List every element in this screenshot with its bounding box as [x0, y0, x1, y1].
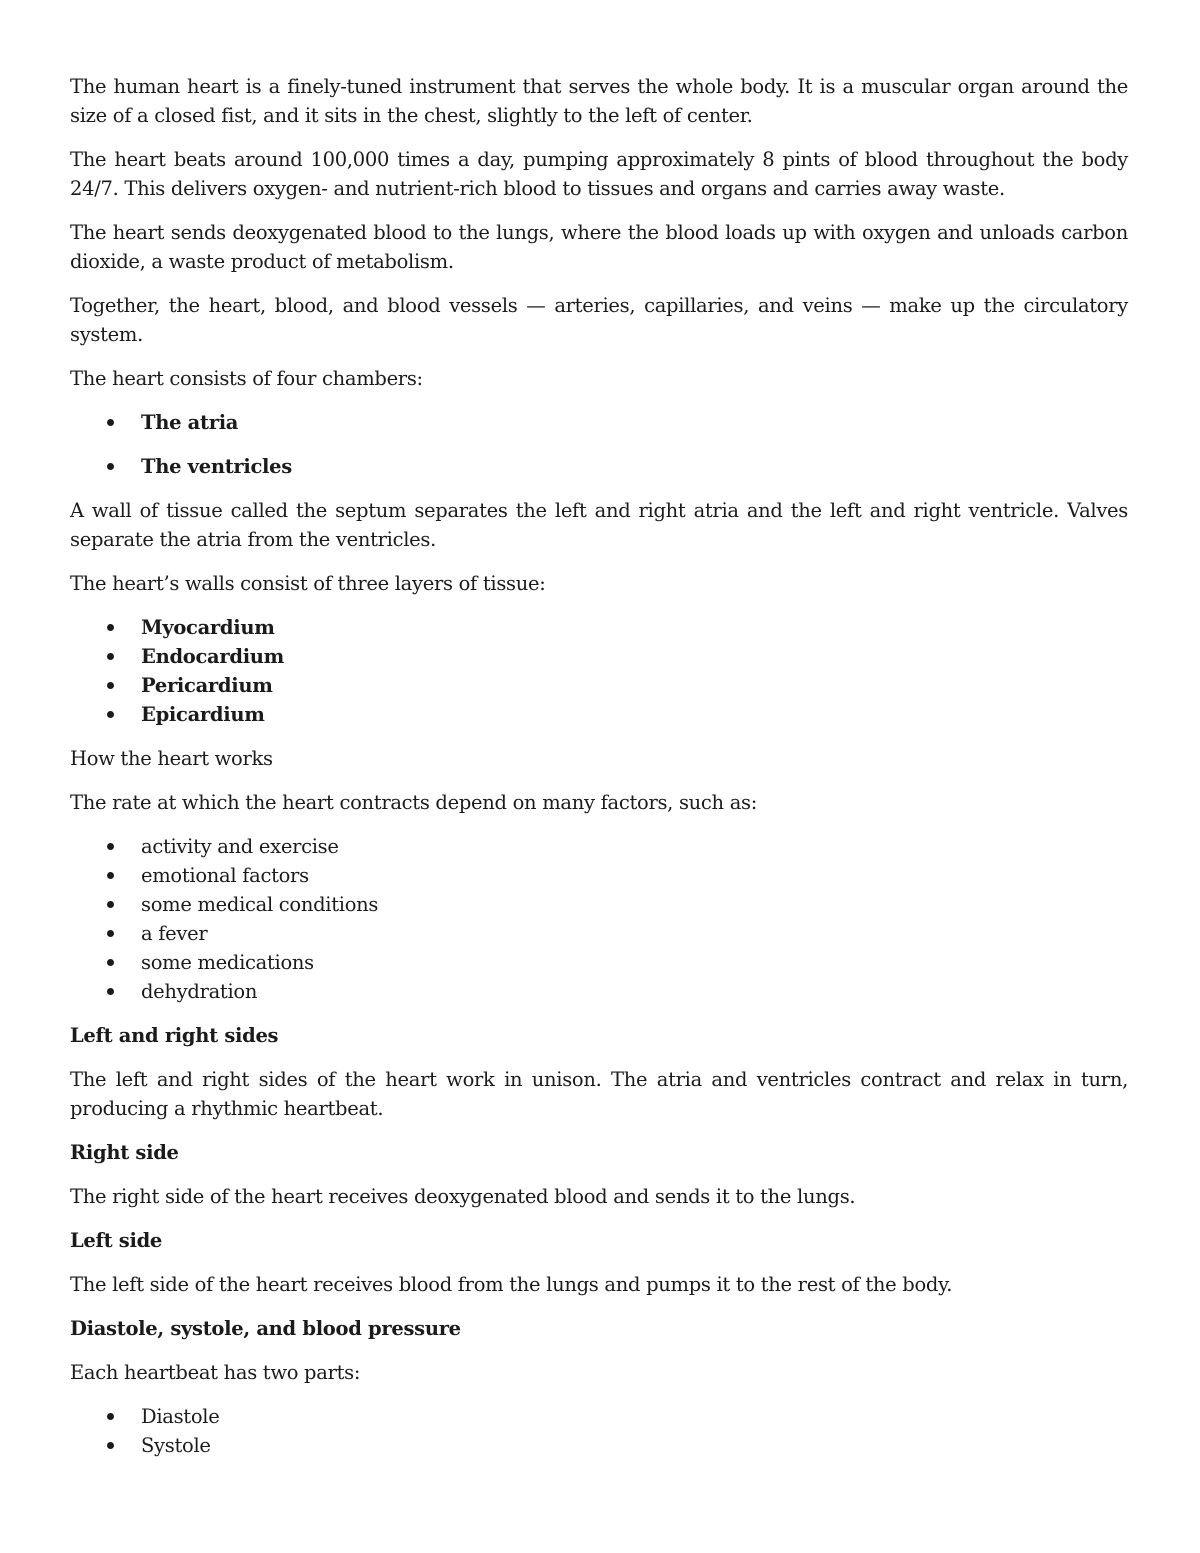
how-heart-works-heading: How the heart works: [70, 747, 273, 770]
chambers-lead: The heart consists of four chambers:: [70, 367, 423, 390]
list-item: activity and exercise: [70, 832, 1128, 861]
list-item: some medications: [70, 948, 1128, 977]
list-item: emotional factors: [70, 861, 1128, 890]
heartbeat-parts-lead: Each heartbeat has two parts:: [70, 1361, 361, 1384]
septum-paragraph: A wall of tissue called the septum separates the left and right atria and the left and right ventricle. Valves separate the atria from the ventricles.: [70, 499, 1128, 551]
heartbeat-parts-list: [70, 1402, 1128, 1460]
pressure-heading: Diastole, systole, and blood pressure: [70, 1317, 461, 1340]
left-side-heading: Left side: [70, 1229, 163, 1252]
intro-paragraph-2: The heart beats around 100,000 times a day, pumping approximately 8 pints of blood throughout the body 24/7. This delivers oxygen- and nutrient-rich blood to tissues and organs and carries away waste.: [70, 148, 1128, 200]
list-item: The ventricles: [70, 452, 1128, 481]
left-side-paragraph: The left side of the heart receives blood from the lungs and pumps it to the rest of the body.: [70, 1273, 953, 1296]
right-side-heading: Right side: [70, 1141, 179, 1164]
list-item: dehydration: [70, 977, 1128, 1006]
list-item: Epicardium: [70, 700, 1128, 729]
list-item: Diastole: [70, 1402, 1128, 1431]
list-item: some medical conditions: [70, 890, 1128, 919]
chambers-list: [70, 408, 1128, 481]
list-item: Myocardium: [70, 613, 1128, 642]
list-item: Endocardium: [70, 642, 1128, 671]
layers-lead: The heart’s walls consist of three layers of tissue:: [70, 572, 546, 595]
factors-lead: The rate at which the heart contracts depend on many factors, such as:: [70, 791, 758, 814]
document-page: [70, 72, 1128, 1460]
sides-paragraph: The left and right sides of the heart work in unison. The atria and ventricles contract and relax in turn, producing a rhythmic heartbeat.: [70, 1068, 1128, 1120]
layers-list: [70, 613, 1128, 729]
right-side-paragraph: The right side of the heart receives deoxygenated blood and sends it to the lungs.: [70, 1185, 856, 1208]
list-item: The atria: [70, 408, 1128, 437]
list-item: a fever: [70, 919, 1128, 948]
list-item: Pericardium: [70, 671, 1128, 700]
intro-paragraph-3: The heart sends deoxygenated blood to the lungs, where the blood loads up with oxygen and unloads carbon dioxide, a waste product of metabolism.: [70, 221, 1128, 273]
sides-heading: Left and right sides: [70, 1024, 279, 1047]
intro-paragraph-4: Together, the heart, blood, and blood vessels — arteries, capillaries, and veins — make up the circulatory system.: [70, 294, 1128, 346]
intro-paragraph-1: The human heart is a finely-tuned instrument that serves the whole body. It is a muscular organ around the size of a closed fist, and it sits in the chest, slightly to the left of center.: [70, 75, 1128, 127]
factors-list: [70, 832, 1128, 1006]
list-item: Systole: [70, 1431, 1128, 1460]
